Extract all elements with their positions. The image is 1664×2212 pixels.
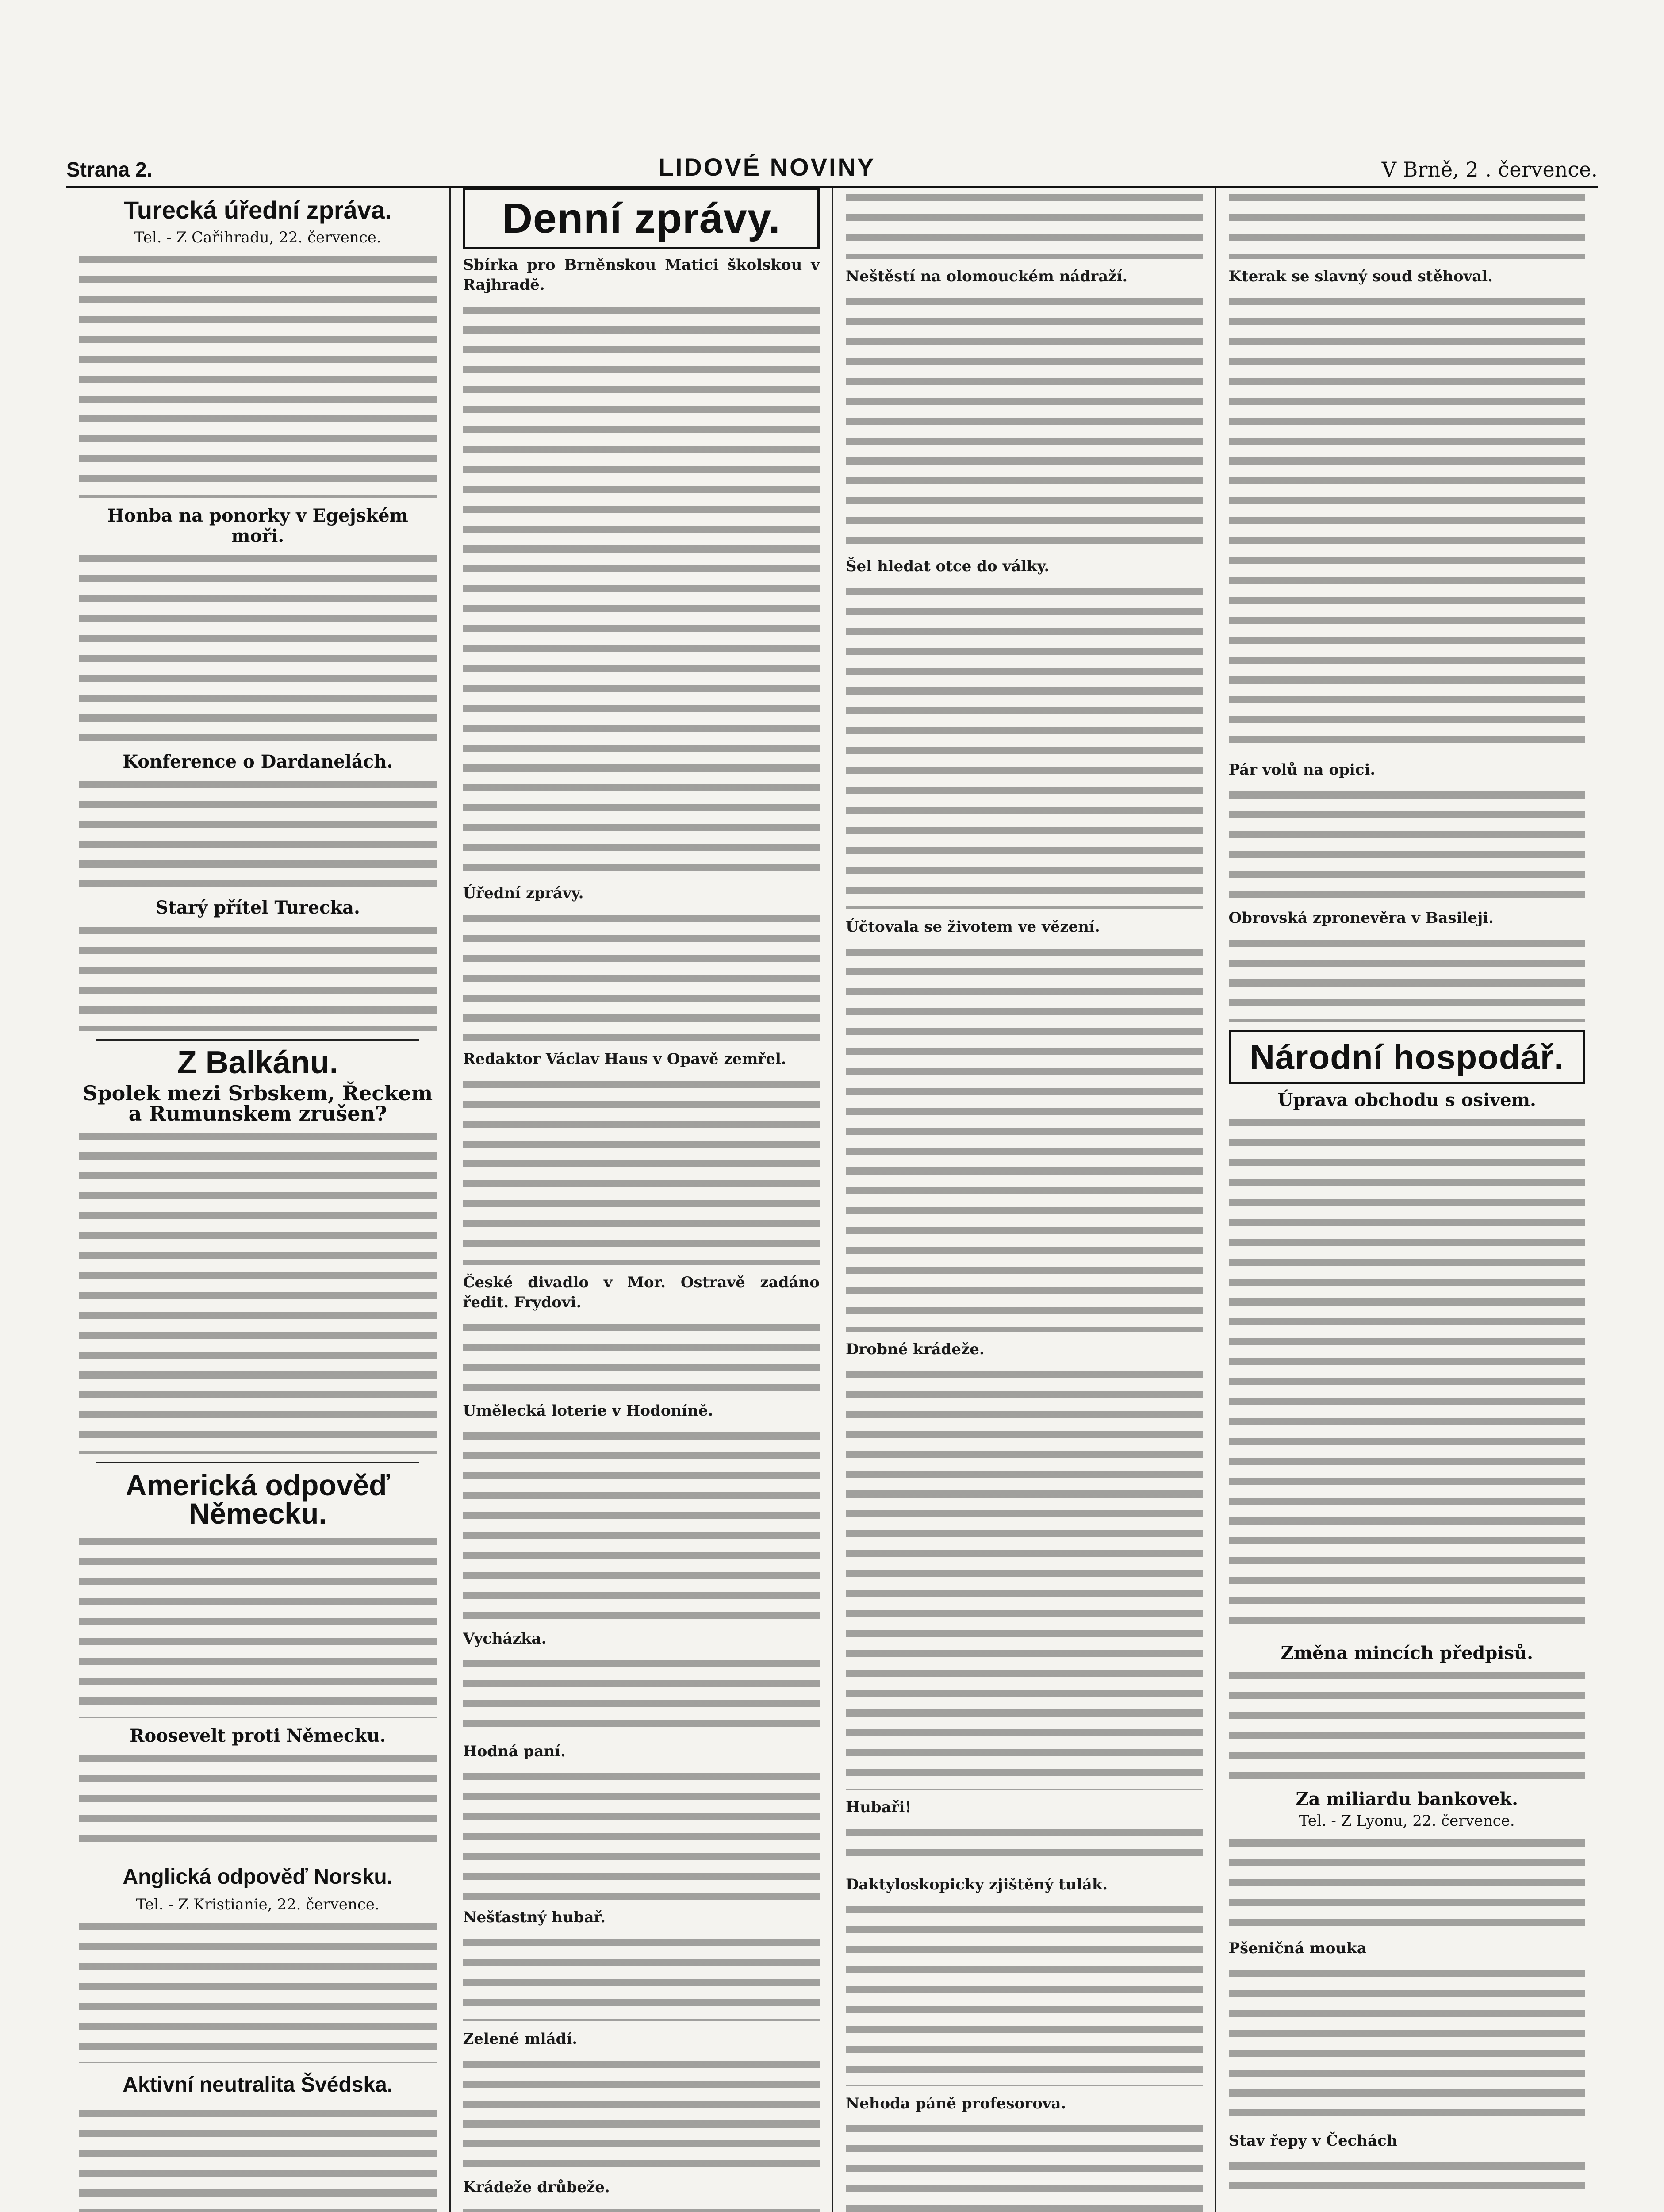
article-roosevelt bbox=[79, 1749, 437, 1855]
article-title-kterak: Kterak se slavný soud stěhoval. bbox=[1228, 268, 1493, 285]
headline-ponorky: Honba na ponorky v Egejském moři. bbox=[107, 505, 408, 546]
article-zelene bbox=[463, 2055, 820, 2170]
article-sel bbox=[846, 582, 1203, 909]
article-title-hodna: Hodná paní. bbox=[463, 1743, 566, 1760]
dateline-anglicka: Tel. - Z Kristianie, 22. července. bbox=[136, 1896, 380, 1913]
headline-anglicka: Anglická odpověď Norsku. bbox=[123, 1865, 393, 1889]
article-title-par: Pár volů na opici. bbox=[1228, 761, 1376, 779]
article-title-sel: Šel hledat otce do války. bbox=[846, 557, 1050, 575]
issue-date: V Brně, 2 . července. bbox=[1381, 157, 1598, 181]
article-title-daktylo: Daktyloskopicky zjištěný tulák. bbox=[846, 1876, 1108, 1893]
article-spolek bbox=[79, 1126, 437, 1454]
article-miliarda bbox=[1229, 1833, 1586, 1931]
article-title-nestastny: Nešťastný hubař. bbox=[463, 1909, 606, 1926]
article-sbirka bbox=[463, 300, 820, 876]
headline-americka: Americká odpověď Německu. bbox=[125, 1469, 390, 1530]
article-konference bbox=[79, 775, 437, 890]
article-title-vychazka: Vycházka. bbox=[463, 1630, 547, 1647]
article-hubari bbox=[846, 1823, 1203, 1867]
column-1 bbox=[66, 188, 449, 2212]
article-zmena bbox=[1229, 1666, 1586, 1781]
article-svedska bbox=[79, 2104, 437, 2212]
dateline-miliarda: Tel. - Z Lyonu, 22. července. bbox=[1299, 1812, 1515, 1830]
article-par bbox=[1229, 785, 1586, 900]
article-title-obrovska: Obrovská zpronevěra v Basileji. bbox=[1228, 909, 1494, 927]
headline-pritel: Starý přítel Turecka. bbox=[155, 897, 360, 918]
divider bbox=[96, 1462, 419, 1463]
article-title-kradeze: Krádeže drůbeže. bbox=[463, 2178, 610, 2196]
divider bbox=[96, 1039, 419, 1041]
article-continued bbox=[846, 188, 1203, 259]
article-uprava bbox=[1229, 1113, 1586, 1635]
headline-narodni: Národní hospodář. bbox=[1250, 1037, 1564, 1076]
headline-svedska: Aktivní neutralita Švédska. bbox=[123, 2073, 393, 2097]
dateline-turecka: Tel. - Z Cařihradu, 22. července. bbox=[134, 229, 381, 246]
article-daktylo bbox=[846, 1900, 1203, 2086]
columns bbox=[66, 188, 1598, 2212]
article-umelecka bbox=[463, 1426, 820, 1621]
article-title-uctovala: Účtovala se životem ve vězení. bbox=[846, 918, 1100, 936]
article-ponorky bbox=[79, 549, 437, 744]
headline-balkan: Z Balkánu. bbox=[177, 1045, 338, 1080]
article-drobne bbox=[846, 1365, 1203, 1790]
article-uctovala bbox=[846, 942, 1203, 1332]
article-title-redaktor: Redaktor Václav Haus v Opavě zemřel. bbox=[463, 1050, 786, 1068]
article-nestastny bbox=[463, 1933, 820, 2021]
article-stav bbox=[1229, 2156, 1586, 2196]
masthead bbox=[66, 150, 1598, 188]
article-nehoda bbox=[846, 2119, 1203, 2212]
article-obrovska bbox=[1229, 933, 1586, 1022]
article-title-nehoda: Nehoda páně profesorova. bbox=[846, 2095, 1066, 2112]
article-pritel bbox=[79, 921, 437, 1031]
article-kterak bbox=[1229, 292, 1586, 752]
article-continued bbox=[1229, 188, 1586, 259]
article-vychazka bbox=[463, 1654, 820, 1734]
article-uredni bbox=[463, 909, 820, 1041]
narodni-hospodar-box bbox=[1229, 1030, 1586, 1084]
article-title-divadlo: České divadlo v Mor. Ostravě zadáno ředit. Frydovi. bbox=[463, 1274, 820, 1311]
headline-zmena: Změna mincích předpisů. bbox=[1281, 1643, 1534, 1663]
paper-title: LIDOVÉ NOVINY bbox=[658, 153, 876, 181]
article-anglicka bbox=[79, 1917, 437, 2063]
article-divadlo bbox=[463, 1318, 820, 1393]
article-title-drobne: Drobné krádeže. bbox=[846, 1340, 985, 1358]
headline-miliarda: Za miliardu bankovek. bbox=[1296, 1789, 1518, 1809]
article-title-nestesti: Neštěstí na olomouckém nádraží. bbox=[846, 268, 1128, 285]
article-title-zelene: Zelené mládí. bbox=[463, 2030, 578, 2048]
article-kradeze bbox=[463, 2203, 820, 2212]
headline-denni: Denní zprávy. bbox=[502, 195, 781, 242]
article-title-psenicna: Pšeničná mouka bbox=[1228, 1939, 1367, 1957]
column-3 bbox=[832, 188, 1215, 2212]
article-title-stav: Stav řepy v Čechách bbox=[1228, 2132, 1398, 2150]
page-number: Strana 2. bbox=[66, 158, 153, 181]
article-nestesti bbox=[846, 292, 1203, 549]
article-title-umelecka: Umělecká loterie v Hodoníně. bbox=[463, 1402, 713, 1420]
article-americka bbox=[79, 1532, 437, 1718]
article-title-sbirka: Sbírka pro Brněnskou Matici školskou v Rajhradě. bbox=[463, 256, 820, 294]
headline-turecka: Turecká úřední zpráva. bbox=[123, 196, 392, 224]
denni-zpravy-box bbox=[463, 188, 820, 249]
article-title-hubari: Hubaři! bbox=[846, 1798, 912, 1816]
article-hodna bbox=[463, 1767, 820, 1900]
column-2 bbox=[449, 188, 832, 2212]
article-redaktor bbox=[463, 1075, 820, 1265]
column-4 bbox=[1215, 188, 1598, 2212]
headline-spolek: Spolek mezi Srbskem, Řeckem a Rumunskem zrušen? bbox=[83, 1081, 433, 1125]
headline-konference: Konference o Dardanelách. bbox=[123, 751, 393, 772]
headline-uprava: Úprava obchodu s osivem. bbox=[1277, 1090, 1536, 1110]
headline-roosevelt: Roosevelt proti Německu. bbox=[130, 1725, 386, 1746]
article-psenicna bbox=[1229, 1964, 1586, 2123]
article-turecka bbox=[79, 250, 437, 498]
article-title-uredni: Úřední zprávy. bbox=[463, 884, 584, 902]
